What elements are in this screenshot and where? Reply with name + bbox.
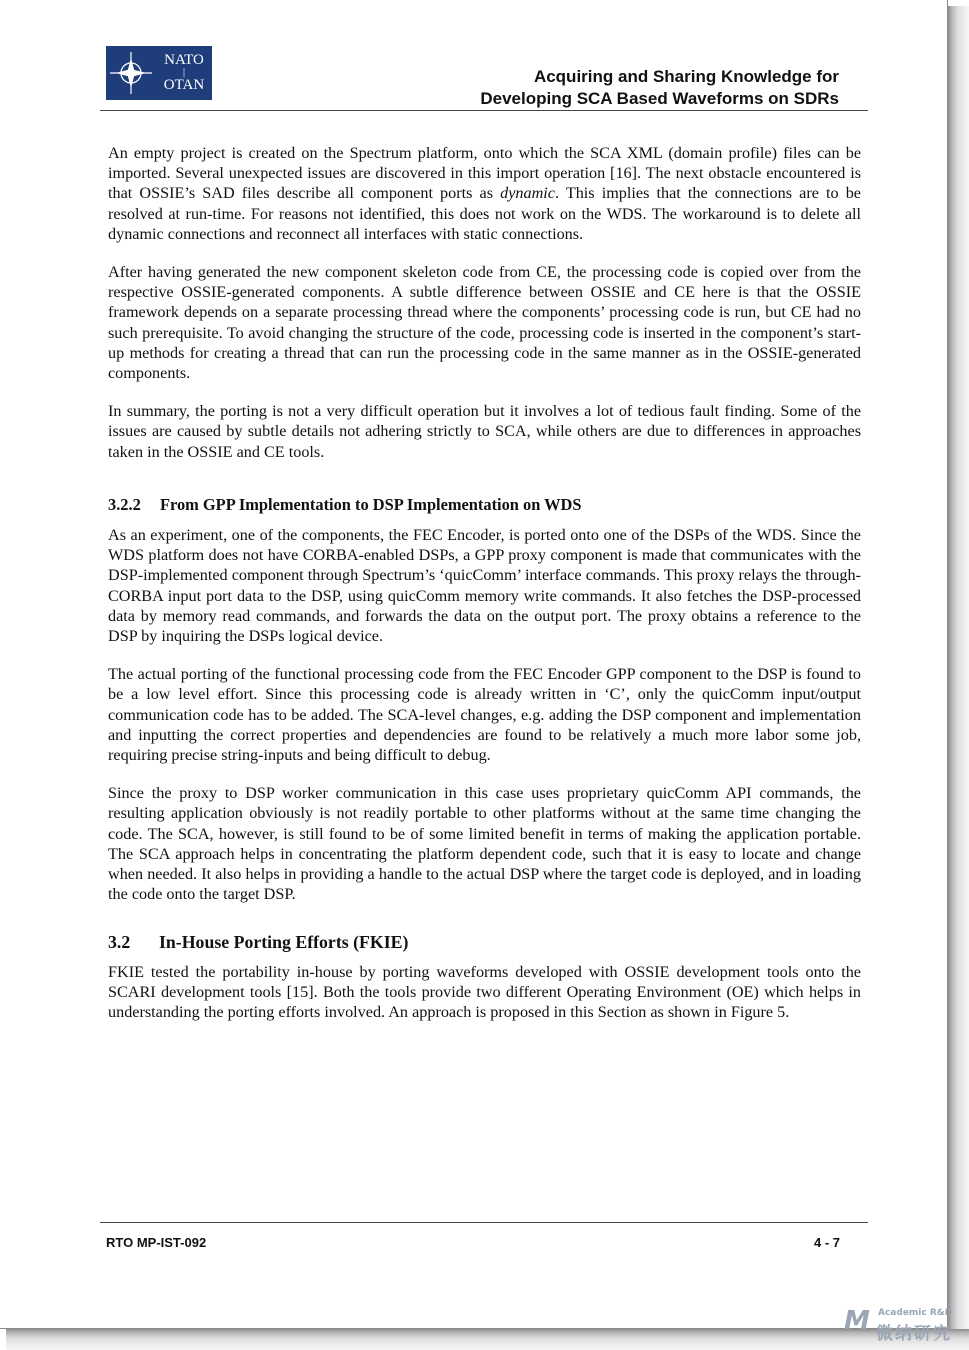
page-shadow-bottom (6, 1329, 969, 1350)
nato-otan-wordmark (156, 46, 212, 100)
section-heading-3-2-2 (108, 495, 581, 515)
paragraph-fkie-portability: FKIE tested the portability in-house by porting waveforms developed with OSSIE development tools onto the SCARI development tools [15]. Both the tools provide two different Operating Environment (OE) which helps in understanding the porting efforts involved. An approach is proposed in this Section as shown in Figure 5. (108, 963, 861, 1022)
logo-separator: | (182, 67, 185, 78)
logo-line-otan: OTAN (163, 77, 205, 93)
watermark-caption: Academic R&D (878, 1308, 953, 1318)
footer-document-id: RTO MP-IST-092 (106, 1235, 207, 1250)
paragraph-skeleton-code: After having generated the new component skeleton code from CE, the processing code is copied over from the respective OSSIE-generated components. A subtle difference between OSSIE and CE here is that the OSSIE framework depends on a separate processing thread where the components’ processing code is run, but CE had no such prerequisite. To avoid changing the structure of the code, processing code is inserted in the component’s start-up methods for creating a thread that can run the processing code in the same manner as in the OSSIE-generated components. (108, 263, 861, 383)
paragraph-summary: In summary, the porting is not a very difficult operation but it involves a lot of tedious fault finding. Some of the issues are caused by subtle details not adhering strictly to SCA, while others are due to differences in approaches taken in the OSSIE and CE tools. (108, 402, 861, 461)
nato-compass-star-icon (106, 46, 156, 100)
header-title-line-2: Developing SCA Based Waveforms on SDRs (480, 89, 839, 108)
section-title: From GPP Implementation to DSP Implementation on WDS (160, 495, 582, 514)
nato-otan-logo (106, 46, 212, 100)
paragraph-quiccomm-portability: Since the proxy to DSP worker communication in this case uses proprietary quicComm API commands, the resulting application obviously is not readily portable to other platforms without at the same time changing the code. The SCA, however, is still found to be of some limited benefit in terms of making the application portable. The SCA approach helps in concentrating the platform dependent code, such that it is easy to locate and change when needed. It also helps in providing a handle to the actual DSP where the target code is deployed, and in loading the code onto the target DSP. (108, 784, 861, 904)
section-number: 3.2 (108, 932, 131, 952)
watermark-title: 微纳研究 (876, 1324, 952, 1344)
footer-page-number: 4 - 7 (813, 1235, 840, 1250)
section-3-2-2-body (108, 525, 861, 904)
section-number: 3.2.2 (108, 495, 141, 514)
section-title: In-House Porting Efforts (FKIE) (159, 932, 409, 952)
header-title-line-1: Acquiring and Sharing Knowledge for (533, 67, 839, 86)
page-shadow-right (948, 6, 969, 1350)
paragraph-spectrum-import: An empty project is created on the Spectrum platform, onto which the SCA XML (domain profile) files can be imported. Several unexpected issues are discovered in this import operation [16]. The next obstacle encountered is that OSSIE’s SAD files describe all component ports as dynamic. This implies that the connections are to be resolved at run-time. For reasons not identified, this does not work on the WDS. The workaround is to delete all dynamic connections and reconnect all interfaces with static connections. (108, 144, 861, 243)
watermark-logo-mark: M (844, 1306, 866, 1336)
section-3-2-body (108, 962, 861, 1023)
document-header-title (480, 66, 839, 110)
logo-line-nato: NATO (164, 52, 204, 68)
paragraph-fec-encoder-experiment: As an experiment, one of the components, the FEC Encoder, is ported onto one of the DSPs of the WDS. Since the WDS platform does not have CORBA-enabled DSPs, a GPP proxy component is made that communicates with the DSP-implemented component through Spectrum’s ‘quicComm’ interface commands. This proxy relays the through-CORBA input port data to the DSP, using quicComm memory write commands. It also fetches the DSP-processed data by memory read commands, and forwards the data on the output port. The proxy obtains a reference to the DSP by inquiring the DSPs logical device. (108, 526, 861, 646)
paragraph-porting-effort: The actual porting of the functional processing code from the FEC Encoder GPP component to the DSP is found to be a low level effort. Since this processing code is already written in ‘C’, only the quicComm input/output communication code has to be added. The SCA-level changes, e.g. adding the DSP component and implementation and inputting the correct properties and dependencies are found to be relatively a much more labor some job, requiring precise string-inputs and being difficult to debug. (108, 665, 861, 765)
body-text-block (108, 143, 861, 462)
header-rule (100, 110, 868, 111)
section-heading-3-2 (108, 932, 408, 953)
emphasis-dynamic: dynamic (500, 184, 555, 203)
footer-rule (100, 1222, 868, 1223)
